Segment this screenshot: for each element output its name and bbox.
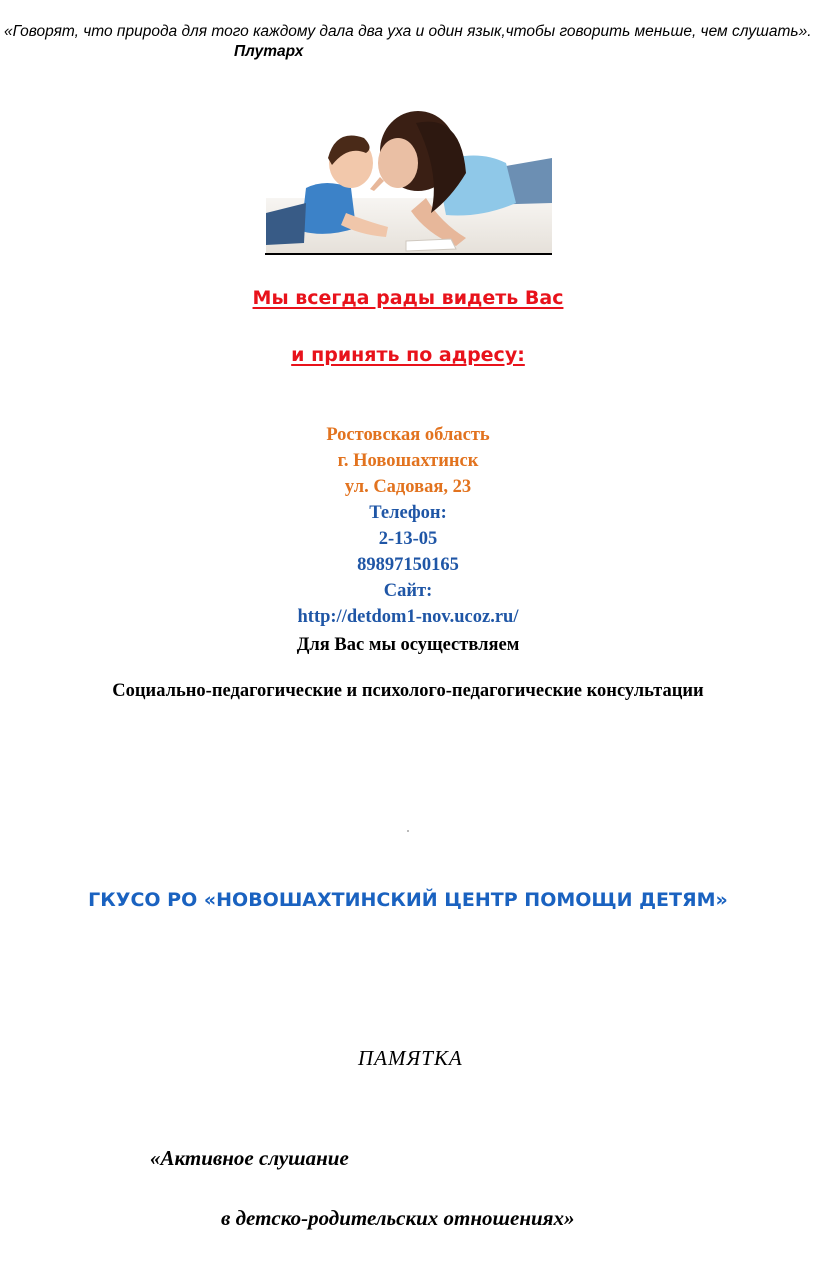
photo-illustration (266, 103, 552, 253)
plutarch-quote (4, 22, 812, 62)
welcome-heading-line2: и принять по адресу: (291, 344, 525, 366)
services-intro: Для Вас мы осуществляем (296, 635, 520, 655)
memo-title-line1: «Активное слушание (150, 1146, 349, 1170)
stray-dot (407, 830, 409, 832)
welcome-heading-line1: Мы всегда рады видеть Вас (252, 287, 564, 309)
address-street: ул. Садовая, 23 (344, 477, 472, 497)
phone-number-1: 2-13-05 (378, 529, 438, 549)
memo-title-line2: в детско-родительских отношениях» (221, 1206, 575, 1230)
organization-name: ГКУСО РО «НОВОШАХТИНСКИЙ ЦЕНТР ПОМОЩИ ДЕТЯМ» (88, 889, 728, 911)
quote-text: «Говорят, что природа для того каждому дала два уха и один язык,чтобы говорить меньше, чем слушать». (4, 23, 812, 40)
memo-label: ПАМЯТКА (358, 1046, 463, 1070)
mother-and-child-photo (266, 103, 552, 253)
address-region: Ростовская область (326, 425, 490, 445)
photo-underline (265, 253, 552, 255)
address-city: г. Новошахтинск (337, 451, 479, 471)
services-description: Социально-педагогические и психолого-педагогические консультации (112, 681, 704, 701)
phone-label: Телефон: (369, 503, 447, 523)
phone-number-2: 89897150165 (357, 555, 459, 575)
quote-author: Плутарх (234, 43, 304, 60)
site-label: Сайт: (383, 581, 433, 601)
site-link[interactable]: http://detdom1-nov.ucoz.ru/ (297, 607, 519, 627)
